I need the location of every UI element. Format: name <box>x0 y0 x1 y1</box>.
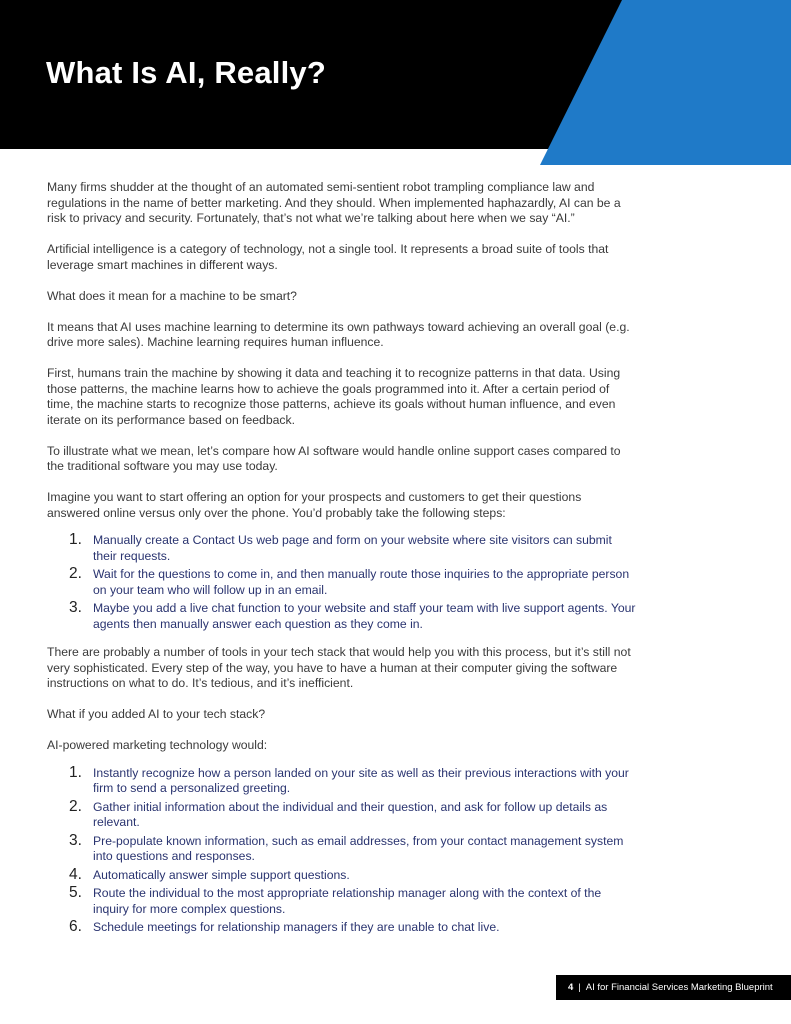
list-text: Manually create a Contact Us web page and form on your website where site visitors can submit their requests. <box>93 533 612 563</box>
list-item <box>47 799 637 831</box>
paragraph-definition: Artificial intelligence is a category of technology, not a single tool. It represents a broad suite of tools that leverage smart machines in different ways. <box>47 242 609 272</box>
list-number: 2. <box>69 565 82 582</box>
list-item <box>47 885 637 917</box>
list-text: Instantly recognize how a person landed on your site as well as their previous interactions with your firm to send a personalized greeting. <box>93 765 629 795</box>
ai-steps-list <box>47 765 637 936</box>
paragraph-what-if: What if you added AI to your tech stack? <box>47 707 266 721</box>
list-number: 1. <box>69 531 82 548</box>
list-text: Maybe you add a live chat function to your website and staff your team with live support agents. Your agents then manually answer each question as they come in. <box>93 601 636 631</box>
page-footer <box>556 975 791 1000</box>
list-number: 3. <box>69 831 82 849</box>
paragraph-training: First, humans train the machine by showing it data and teaching it to recognize patterns in that data. Using those patterns, the machine learns how to achieve the goals programmed into it. After a certain period of time, the machine starts to recognize those patterns, achieve its goals without human influence, and even iterate on its performance based on feedback. <box>47 366 621 427</box>
document-title: AI for Financial Services Marketing Blueprint <box>585 982 773 993</box>
list-text: Wait for the questions to come in, and then manually route those inquiries to the appropriate person on your team who will follow up in an email. <box>93 567 630 597</box>
paragraph-intro: Many firms shudder at the thought of an automated semi-sentient robot trampling compliance law and regulations in the name of better marketing. And they should. When implemented haphazardly, AI can be a risk to privacy and security. Fortunately, that’s not what we’re talking about here when we say “AI.” <box>47 180 621 225</box>
list-text: Route the individual to the most appropriate relationship manager along with the context of the inquiry for more complex questions. <box>93 886 602 916</box>
traditional-steps-list <box>47 532 637 632</box>
list-item <box>47 566 637 598</box>
list-item <box>47 833 637 865</box>
list-text: Automatically answer simple support questions. <box>93 867 350 882</box>
list-item <box>47 919 637 936</box>
list-item <box>47 867 637 884</box>
list-item <box>47 765 637 797</box>
list-text: Gather initial information about the individual and their question, and ask for follow up details as relevant. <box>93 799 608 829</box>
paragraph-machine-learning: It means that AI uses machine learning to determine its own pathways toward achieving an overall goal (e.g. drive more sales). Machine learning requires human influence. <box>47 319 630 349</box>
list-item <box>47 532 637 564</box>
paragraph-imagine: Imagine you want to start offering an option for your prospects and customers to get their questions answered online versus only over the phone. You’d probably take the following steps: <box>47 490 582 520</box>
list-number: 4. <box>69 865 82 883</box>
list-item <box>47 600 637 632</box>
list-number: 2. <box>69 797 82 815</box>
list-text: Pre-populate known information, such as email addresses, from your contact management system into questions and responses. <box>93 833 624 863</box>
paragraph-question: What does it mean for a machine to be smart? <box>47 288 297 303</box>
page-number: 4 <box>568 982 574 993</box>
list-number: 3. <box>69 599 82 616</box>
paragraph-ai-powered: AI-powered marketing technology would: <box>47 738 268 752</box>
list-number: 5. <box>69 884 82 901</box>
main-content <box>47 180 637 949</box>
paragraph-tech-stack: There are probably a number of tools in your tech stack that would help you with this process, but it’s still not very sophisticated. Every step of the way, you have to have a human at their computer giving the software instructions on what to do. It’s tedious, and it’s inefficient. <box>47 645 631 690</box>
list-text: Schedule meetings for relationship managers if they are unable to chat live. <box>93 920 500 934</box>
page-title: What Is AI, Really? <box>46 55 326 90</box>
list-number: 1. <box>69 763 82 781</box>
list-number: 6. <box>69 918 82 935</box>
footer-separator: | <box>578 982 581 993</box>
paragraph-illustrate: To illustrate what we mean, let’s compare how AI software would handle online support cases compared to the traditional software you may use today. <box>47 443 621 473</box>
